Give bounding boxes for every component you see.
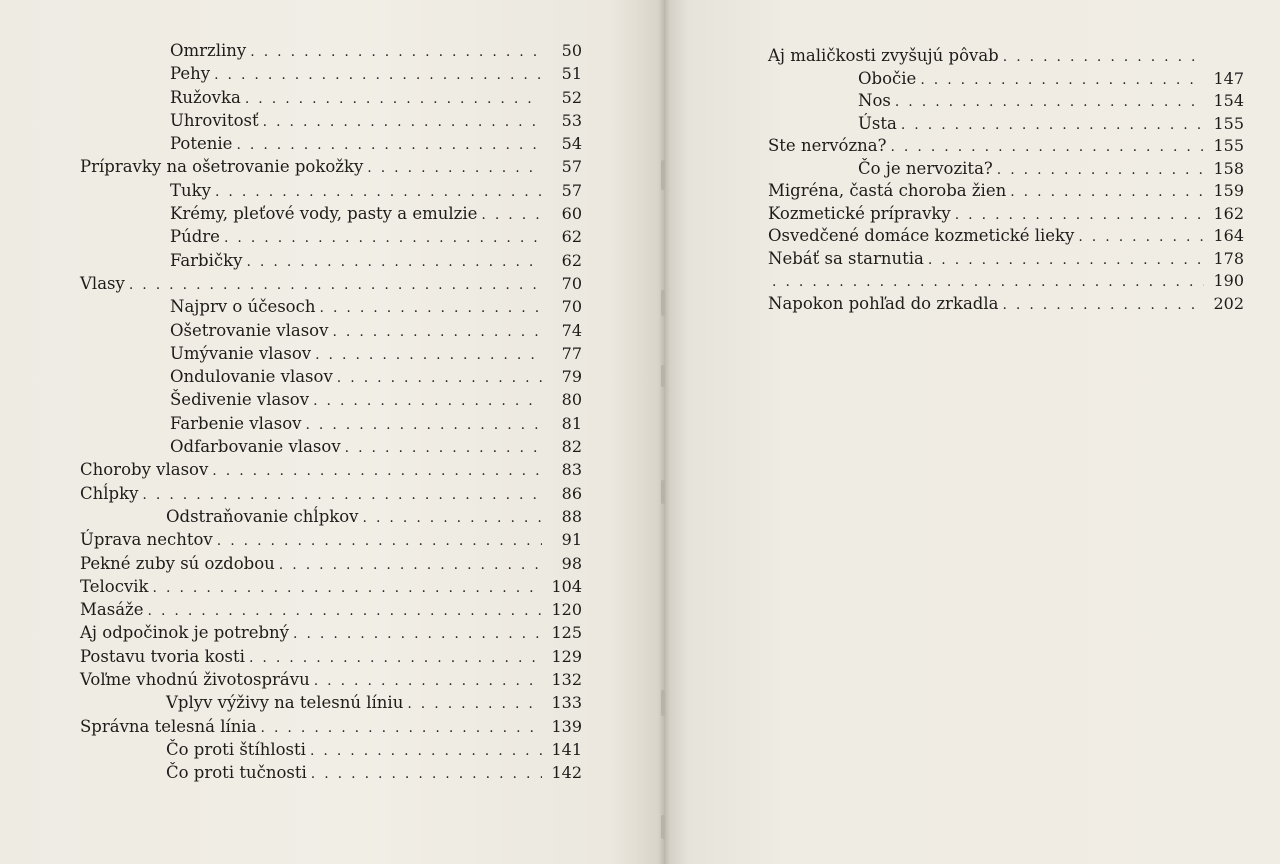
dot-leader [332,321,542,344]
dot-leader [261,717,542,740]
toc-entry [664,225,1280,248]
toc-entry-page-number: 155 [1213,113,1244,133]
toc-entry-title: Migréna, častá choroba žien [768,181,1007,200]
toc-entry [0,482,664,505]
dot-leader [263,111,542,134]
toc-entry [0,342,664,365]
toc-entry-page-number: 82 [561,437,582,457]
toc-entry [0,738,664,761]
toc-entry-title: Najprv o účesoch [170,297,316,317]
dot-leader [314,670,542,693]
dot-leader [890,136,1204,159]
dot-leader [481,204,542,227]
dot-leader [367,157,542,180]
toc-entry-title: Čo je nervozita? [858,158,993,178]
toc-entry [0,645,664,668]
toc-entry [0,179,664,202]
toc-entry [0,435,664,458]
toc-entry-title: Tuky [170,180,211,200]
toc-entry-page-number: 154 [1213,91,1244,110]
dot-leader [142,484,542,507]
dot-leader [148,600,543,623]
dot-leader [345,437,542,460]
toc-entry-title: Telocvik [80,576,149,596]
dot-leader [310,740,542,763]
toc-entry-page-number: 57 [561,157,582,177]
dot-leader [249,647,542,670]
toc-entry-title: Čo proti tučnosti [166,763,307,783]
toc-entry [664,45,1280,68]
dot-leader [407,693,542,716]
dot-leader [236,134,542,157]
toc-entry [664,248,1280,271]
dot-leader [129,274,542,297]
toc-entry-title: Púdre [170,227,220,247]
toc-entry [0,225,664,248]
toc-entry-title: Postavu tvoria kosti [80,646,245,666]
toc-entry-title: Farbenie vlasov [170,413,302,433]
dot-leader [217,530,542,553]
dot-leader [293,623,542,646]
toc-entry [0,575,664,598]
toc-entry-title: Nos [858,91,891,110]
toc-entry-page-number: 132 [551,670,582,690]
toc-entry-page-number: 54 [561,134,582,154]
dot-leader [250,41,542,64]
toc-entry-page-number: 104 [551,576,582,596]
binding-stitch [661,815,665,839]
dot-leader [1002,294,1204,317]
toc-entry-page-number: 52 [561,87,582,107]
dot-leader [337,367,542,390]
toc-entry-title: Pehy [170,64,211,84]
toc-entry-page-number: 83 [561,460,582,480]
toc-entry-page-number: 120 [551,600,582,620]
toc-entry-title: Aj odpočinok je potrebný [80,623,290,643]
toc-entry-page-number: 62 [561,250,582,270]
toc-entry-page-number: 91 [561,530,582,550]
dot-leader [320,297,543,320]
toc-entry-page-number: 57 [561,180,582,200]
toc-entry-title: Odstraňovanie chĺpkov [166,506,359,526]
toc-entry-page-number: 70 [561,273,582,293]
toc-entry-title: Odfarbovanie vlasov [170,437,341,457]
toc-entry [0,598,664,621]
toc-entry-page-number: 70 [561,297,582,317]
dot-leader [153,577,542,600]
dot-leader [772,271,1204,294]
toc-entry [0,388,664,411]
dot-leader [901,114,1204,137]
toc-entry-page-number: 133 [551,693,582,713]
toc-entry-page-number: 80 [561,390,582,410]
toc-entry-title: Umývanie vlasov [170,343,312,363]
dot-leader [315,344,542,367]
toc-entry-title: Osvedčené domáce kozmetické lieky [768,226,1075,245]
toc-entry-page-number: 60 [561,204,582,224]
toc-entry-page-number: 162 [1213,203,1244,223]
toc-entry [0,155,664,178]
toc-entry-title: Prípravky na ošetrovanie pokožky [80,157,364,177]
toc-entry [0,319,664,342]
toc-entry-title: Choroby vlasov [80,460,209,480]
toc-entry-page-number: 178 [1213,248,1244,268]
toc-entry-title: Čo proti štíhlosti [166,739,306,759]
toc-entry-title: Ústa [858,113,897,133]
toc-entry-page-number: 158 [1213,158,1244,178]
dot-leader [997,159,1204,182]
toc-entry [0,39,664,62]
toc-entry-page-number: 125 [551,623,582,643]
toc-entry-page-number: 190 [1213,271,1244,290]
dot-leader [955,204,1204,227]
toc-entry [0,295,664,318]
toc-entry [0,761,664,784]
toc-entry-title: Omrzliny [170,41,247,60]
dot-leader [1078,226,1204,249]
table-of-contents-right [664,45,1280,315]
toc-entry-title: Správna telesná línia [80,716,257,736]
toc-entry-page-number: 164 [1213,226,1244,245]
toc-entry-page-number: 79 [561,367,582,387]
toc-entry-page-number: 74 [561,320,582,340]
toc-entry [664,293,1280,316]
toc-entry [0,109,664,132]
toc-entry-title: Masáže [80,600,144,620]
dot-leader [1003,46,1204,69]
toc-entry [664,113,1280,136]
toc-entry [0,621,664,644]
toc-entry [0,132,664,155]
toc-entry-title: Pekné zuby sú ozdobou [80,553,275,573]
toc-entry-page-number: 155 [1213,136,1244,155]
toc-entry [0,365,664,388]
dot-leader [214,64,542,87]
dot-leader [313,390,542,413]
toc-entry [664,203,1280,226]
toc-entry-title: Farbičky [170,250,243,270]
toc-entry-title: Uhrovitosť [170,110,259,130]
toc-entry-title: Voľme vhodnú životosprávu [80,670,310,690]
toc-entry-page-number: 86 [561,483,582,503]
toc-entry [0,272,664,295]
toc-entry [0,458,664,481]
dot-leader [895,91,1204,114]
dot-leader [246,251,542,274]
dot-leader [224,227,542,250]
toc-entry-title: Kozmetické prípravky [768,203,951,223]
toc-entry-page-number: 147 [1213,68,1244,88]
toc-entry-page-number: 141 [551,739,582,759]
toc-entry [0,62,664,85]
toc-entry [0,412,664,435]
toc-entry-page-number: 129 [551,646,582,666]
toc-entry [0,86,664,109]
toc-entry-title: Vplyv výživy na telesnú líniu [166,693,404,713]
toc-entry-page-number: 88 [561,506,582,526]
toc-entry-title: Aj maličkosti zvyšujú pôvab [768,46,999,65]
toc-entry-page-number: 81 [561,413,582,433]
toc-entry [0,715,664,738]
toc-entry-title: Nebáť sa starnutia [768,248,924,268]
dot-leader [928,249,1204,272]
dot-leader [245,88,542,111]
dot-leader [305,414,542,437]
toc-entry-page-number: 202 [1213,293,1244,313]
dot-leader [311,763,542,786]
toc-entry-page-number: 159 [1213,181,1244,200]
toc-entry-page-number: 62 [561,227,582,247]
toc-entry [0,202,664,225]
toc-entry-title: Vlasy [80,273,125,293]
toc-entry-page-number: 142 [551,763,582,783]
toc-entry [664,180,1280,203]
toc-entry-title: Napokon pohľad do zrkadla [768,293,999,313]
toc-entry [664,158,1280,181]
toc-entry [664,90,1280,113]
toc-entry [664,270,1280,293]
dot-leader [920,69,1204,92]
toc-entry [0,668,664,691]
toc-entry [664,68,1280,91]
dot-leader [215,181,542,204]
toc-entry-title: Šedivenie vlasov [170,390,310,410]
toc-entry [664,135,1280,158]
toc-entry-page-number: 53 [561,110,582,130]
toc-entry [0,528,664,551]
toc-entry-title: Ondulovanie vlasov [170,367,333,387]
dot-leader [363,507,542,530]
toc-entry-page-number: 77 [561,343,582,363]
toc-entry-title: Krémy, pleťové vody, pasty a emulzie [170,204,478,224]
dot-leader [279,554,542,577]
dot-leader [212,460,542,483]
dot-leader [1010,181,1204,204]
toc-entry-page-number: 98 [561,553,582,573]
toc-entry-title: Obočie [858,68,917,88]
toc-entry-page-number: 139 [551,716,582,736]
toc-entry-title: Ružovka [170,87,241,107]
toc-entry-title: Úprava nechtov [80,530,213,550]
toc-entry-title: Chĺpky [80,483,139,503]
toc-entry [0,691,664,714]
toc-entry-title: Ste nervózna? [768,136,887,155]
toc-entry-page-number: 50 [561,41,582,60]
toc-entry-title: Ošetrovanie vlasov [170,320,329,340]
toc-entry-title: Potenie [170,134,233,154]
toc-entry [0,249,664,272]
table-of-contents-left [0,39,664,785]
toc-entry [0,552,664,575]
toc-entry-page-number: 51 [561,64,582,84]
toc-entry [0,505,664,528]
